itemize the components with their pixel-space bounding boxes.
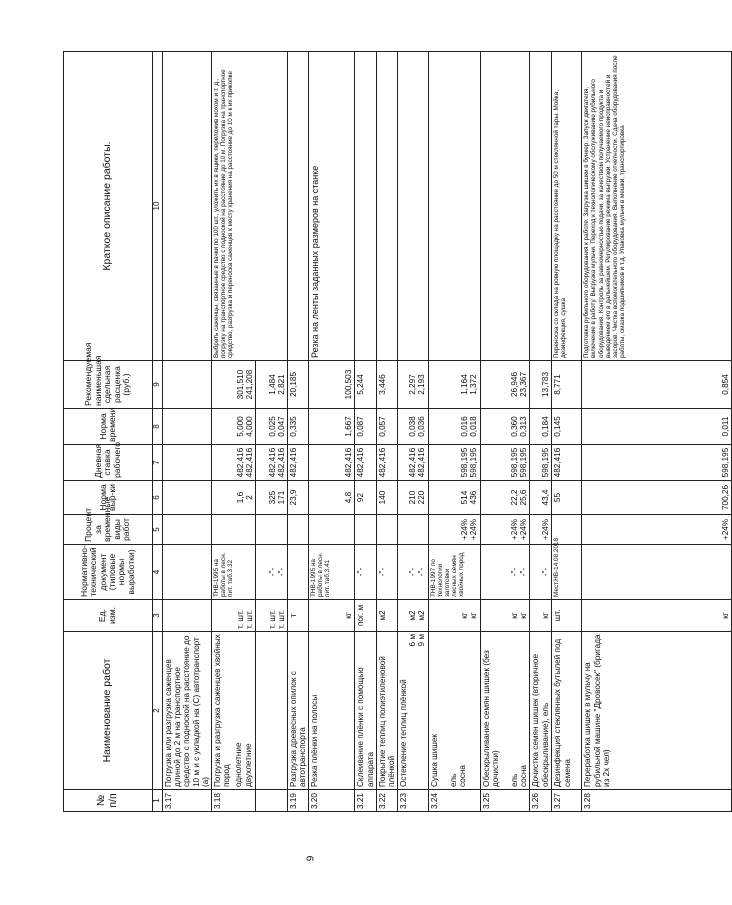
- row-price: 100,503: [309, 361, 355, 409]
- row-norm: 514: [460, 490, 470, 505]
- header-name: Наименование работ: [64, 632, 153, 790]
- row-time: 0,313: [519, 416, 529, 437]
- table-row: [480, 52, 530, 812]
- col-number: 5: [153, 515, 163, 545]
- table-row: [376, 52, 397, 812]
- row-num: 3.22: [376, 790, 397, 812]
- row-norm: 700,26: [582, 481, 732, 515]
- row-num: 3.17: [163, 790, 212, 812]
- row-subname: сосна: [458, 765, 467, 787]
- row-unit: пог. м: [355, 600, 376, 632]
- row-norm: 55: [552, 481, 582, 515]
- row-price: 301,510: [235, 369, 245, 400]
- row-num: 3.18: [211, 790, 255, 812]
- row-unit: т. шт.: [244, 609, 254, 629]
- row-rate: 482,416: [287, 445, 308, 481]
- header-rate: Дневная ставка рабочего: [64, 445, 153, 481]
- table-row: [398, 52, 429, 812]
- row-subname: 9 м: [417, 634, 427, 647]
- row-subname: однолетние: [234, 742, 244, 787]
- row-doc: -"-: [519, 567, 529, 577]
- row-name: Остекление теплиц плёнкой: [399, 679, 409, 787]
- row-unit: кг: [582, 600, 732, 632]
- row-norm: 1,6: [235, 491, 245, 504]
- row-unit: кг: [309, 600, 355, 632]
- row-price: 13,783: [530, 361, 552, 409]
- header-time: Норма времени: [64, 409, 153, 445]
- row-time: 0,087: [355, 409, 376, 445]
- col-number: 8: [153, 409, 163, 445]
- row-price: 1,372: [469, 374, 479, 395]
- col-number: 6: [153, 481, 163, 515]
- row-num: 3.20: [309, 790, 355, 812]
- row-doc: ТНВ-1995 на работы в лесн. пит. таб.3.32: [211, 545, 255, 600]
- row-doc: -"-: [376, 545, 397, 600]
- row-rate: 598,195: [519, 447, 529, 478]
- row-price: 23,367: [519, 371, 529, 398]
- row-price: 2,297: [408, 374, 418, 395]
- row-rate: 598,195: [582, 445, 732, 481]
- row-norm: 171: [276, 490, 286, 505]
- table-row: [211, 52, 255, 812]
- row-name: Покрытие теплиц полиэтиленовой плёнкой: [376, 632, 397, 790]
- row-rate: 482,416: [355, 445, 376, 481]
- row-time: 1,667: [309, 409, 355, 445]
- row-time: 0,360: [510, 416, 519, 437]
- col-number: 1: [153, 790, 163, 812]
- row-rate: 482,416: [376, 445, 397, 481]
- row-unit: кг: [460, 612, 470, 619]
- row-doc: -"-: [355, 545, 376, 600]
- row-doc: -"-: [510, 567, 519, 577]
- row-time: 0,036: [417, 416, 427, 437]
- row-price: 3,446: [376, 361, 397, 409]
- row-rate: 598,195: [460, 447, 470, 478]
- row-num: 3.19: [287, 790, 308, 812]
- row-rate: 482,416: [235, 447, 245, 478]
- row-price: 8,771: [552, 361, 582, 409]
- row-desc: Переноска со склада на ровную площадку на расстояние до 50 м стеклянной тары. Мойка, дезинфекция, сушка: [552, 52, 582, 361]
- table-row: [552, 52, 582, 812]
- row-name: Резка плёнки на полосы: [309, 632, 355, 790]
- row-subname: 6 м: [408, 634, 418, 647]
- row-unit: кг: [519, 612, 529, 619]
- row-norm: 4,8: [309, 481, 355, 515]
- row-unit: кг: [469, 612, 479, 619]
- col-number: 2: [153, 632, 163, 790]
- row-name: Склеивание плёнки с помощью аппарата: [355, 632, 376, 790]
- table-row: [355, 52, 376, 812]
- row-norm: 22,2: [510, 489, 519, 506]
- row-desc: Выбрать саженцы, связанные в пачки по 100 шт., уложить их в ящики, переложив мохом и т. д., погрузку на транспортное средство с подноской на расстояние до 10 м. Погрузка на транспортное средство, разгрузка и переноска саженцев к месту хранения на расстояние до 10 м к их прикопке: [211, 52, 287, 361]
- row-price: 241,208: [244, 369, 254, 400]
- row-unit: кг: [530, 600, 552, 632]
- row-price: 2,821: [276, 374, 286, 395]
- col-number: 3: [153, 600, 163, 632]
- row-rate: 598,195: [510, 447, 519, 478]
- row-desc: Подготовка рубильного оборудования к работе. Загрузка шишки в бункер. Запуск двигателя, включение в работу. Выгрузка мульчи. Переход к технологическому обслуживанию рубильного оборудования. Контроль за равномерностью подачи, за качеством получаемого продукта и выведением его в дальнейшем. Регулирование режима выгрузки. Устранение неисправностей и засоров. Чистка вспомогательного оборудования. Выполнение отчётности. Сдача оборудования после работы, смазка подшипников и т.д. Упаковка мульчи в мешки, транспортировка: [582, 52, 732, 361]
- row-time: 0,011: [582, 409, 732, 445]
- page-number: 9: [305, 855, 317, 862]
- row-rate: 482,416: [267, 447, 277, 478]
- row-unit: т: [287, 600, 308, 632]
- row-time: 5,000: [235, 416, 245, 437]
- row-doc: Мест.НВ-14.08.2018: [552, 545, 582, 600]
- row-norm: 25,6: [519, 489, 529, 506]
- row-doc: -"-: [530, 545, 552, 600]
- row-norm: 436: [469, 490, 479, 505]
- row-time: 0,018: [469, 416, 479, 437]
- row-rate: 598,195: [469, 447, 479, 478]
- row-name: Дочистка семян шишек (вторичное обескрыливание), ель: [530, 632, 552, 790]
- row-doc: ТНВ-1995 на работы в лесн. пит. таб.3.41: [309, 545, 355, 600]
- row-name: Погрузка или разгрузка саженцев длиной до 2 м на транспортное средство с подноской на расстояние до 10 м и с укладкой на (С) автотранспорт (а): [163, 632, 212, 790]
- row-pct: +24%: [530, 515, 552, 545]
- table-row: [428, 52, 480, 812]
- row-unit: т. шт.: [276, 609, 286, 629]
- row-rate: 482,416: [276, 447, 286, 478]
- header-desc: Краткое описание работы.: [64, 52, 153, 361]
- row-price: 2,193: [417, 374, 427, 395]
- header-pct: Процент за временные виды работ: [64, 515, 153, 545]
- row-unit: шт.: [552, 600, 582, 632]
- row-num: 3.27: [552, 790, 582, 812]
- row-doc: -"-: [417, 567, 427, 577]
- row-name: Обескрыливание семян шишек (без дочистки): [481, 650, 500, 787]
- row-doc: -"-: [276, 567, 286, 577]
- row-time: 4,000: [244, 416, 254, 437]
- row-num: 3.23: [398, 790, 429, 812]
- row-unit: т. шт.: [235, 609, 245, 629]
- row-price: 20,185: [287, 361, 308, 409]
- header-doc: Нормативно-технический документ (типовые нормы выработки): [64, 545, 153, 600]
- row-num: 3.28: [582, 790, 732, 812]
- row-pct: +24%: [460, 518, 470, 541]
- column-number-row: [153, 52, 163, 812]
- table-row: [309, 52, 355, 812]
- row-pct: +24%: [582, 515, 732, 545]
- rotated-table-sheet: [63, 52, 731, 812]
- col-number: 9: [153, 361, 163, 409]
- row-time: 0,335: [287, 409, 308, 445]
- row-time: 0,057: [376, 409, 397, 445]
- row-norm: 23,9: [287, 481, 308, 515]
- row-subname: сосна: [519, 765, 529, 787]
- row-pct: +24%: [469, 518, 479, 541]
- col-number: 4: [153, 545, 163, 600]
- row-pct: +24%: [510, 518, 519, 541]
- row-norm: 210: [408, 490, 418, 505]
- row-unit: т. шт.: [267, 609, 277, 629]
- row-norm: 220: [417, 490, 427, 505]
- row-rate: 598,195: [530, 445, 552, 481]
- row-rate: 482,416: [408, 447, 418, 478]
- row-price: 1,484: [267, 374, 277, 395]
- row-norm: 140: [376, 481, 397, 515]
- row-price: 1,164: [460, 374, 470, 395]
- row-time: 0,184: [530, 409, 552, 445]
- row-doc: -"-: [267, 567, 277, 577]
- row-subname: ель: [448, 773, 458, 787]
- header-price: Рекомендуемая наименьшая сдельная расценка (руб.): [64, 361, 153, 409]
- row-unit: м2: [376, 600, 397, 632]
- row-name: Сушка шишек: [429, 733, 439, 787]
- row-num: 3.26: [530, 790, 552, 812]
- row-norm: 2: [244, 495, 254, 500]
- row-num: 3.24: [428, 790, 480, 812]
- row-name: Переработка шишек в мульчу на рубильной машине "Дровосек" (бригада из 2х чел): [582, 632, 732, 790]
- row-rate: 482,416: [417, 447, 427, 478]
- table-row: [530, 52, 552, 812]
- row-unit: кг: [510, 612, 519, 619]
- table-row: [163, 52, 212, 812]
- row-rate: 482,416: [309, 445, 355, 481]
- row-name: Разгрузка древесных опилок с автотранспорта: [287, 632, 308, 790]
- row-time: 0,145: [552, 409, 582, 445]
- col-number: 7: [153, 445, 163, 481]
- row-num: 3.25: [480, 790, 530, 812]
- table-row: [287, 52, 308, 812]
- row-norm: 325: [267, 490, 277, 505]
- row-name: Дезинфекция стеклянных бутылей под семена: [552, 632, 582, 790]
- row-norm: 92: [355, 481, 376, 515]
- row-pct: +24%: [519, 518, 529, 541]
- header-num: № п/п: [64, 790, 153, 812]
- row-price: 26,946: [510, 371, 519, 398]
- row-unit: м2: [417, 610, 427, 621]
- row-desc: Резка на ленты заданных размеров на станке: [309, 52, 355, 361]
- row-price: 5,244: [355, 361, 376, 409]
- work-rates-table: [63, 51, 732, 812]
- row-subname: ель: [510, 773, 519, 787]
- row-rate: 482,416: [552, 445, 582, 481]
- row-time: 0,025: [267, 416, 277, 437]
- header-norm: Норма выр-ки: [64, 481, 153, 515]
- row-time: 0,038: [408, 416, 418, 437]
- row-price: 0,854: [582, 361, 732, 409]
- header-unit: Ед. изм.: [64, 600, 153, 632]
- row-time: 0,047: [276, 416, 286, 437]
- row-doc: -"-: [408, 567, 418, 577]
- row-rate: 482,416: [244, 447, 254, 478]
- col-number: 10: [153, 52, 163, 361]
- row-time: 0,016: [460, 416, 470, 437]
- header-row: [64, 52, 153, 812]
- row-name: Погрузка и разгрузка саженцев хвойных пород: [212, 634, 232, 787]
- row-doc: ТНВ-1997 по технологии заготовки лесных семян хвойных пород: [428, 545, 480, 600]
- row-unit: м2: [408, 610, 418, 621]
- table-row: [582, 52, 732, 812]
- row-num: 3.21: [355, 790, 376, 812]
- row-subname: двухлетние: [243, 743, 253, 787]
- row-norm: 43,4: [530, 481, 552, 515]
